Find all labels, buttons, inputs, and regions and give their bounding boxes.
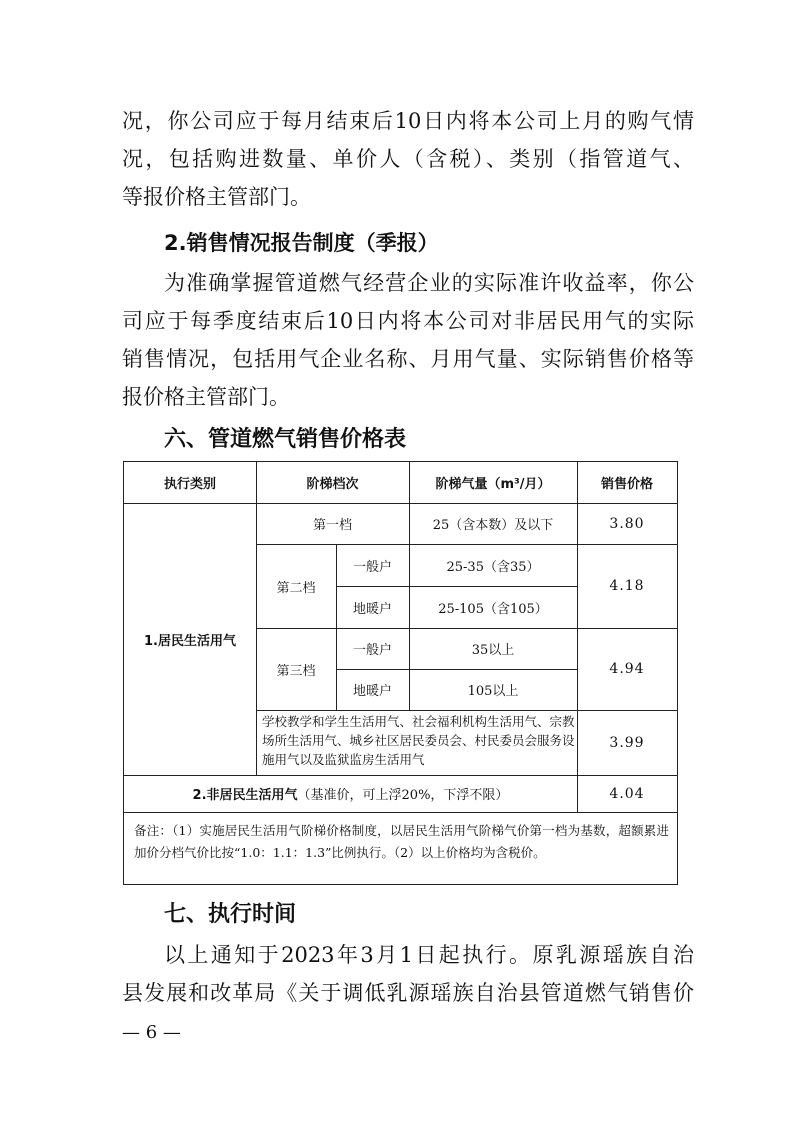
tier2-general-volume: 25-35（含35） [446,559,540,575]
nonresidential-price: 4.04 [609,785,645,802]
tier3-price: 4.94 [609,661,645,677]
text-line: 司应于每季度结束后10日内将本公司对非居民用气的实际 [122,309,694,333]
tier2-floor: 地暖户 [352,601,392,617]
heading-sales-report: 2.销售情况报告制度（季报） [164,231,439,255]
paragraph-sales-report [122,264,694,416]
tier1-price: 3.80 [609,515,645,532]
text-line: 等报价格主管部门。 [122,185,311,209]
category-residential: 1.居民生活用气 [144,633,236,649]
header-tier: 阶梯档次 [306,477,359,492]
special-price: 3.99 [609,734,645,751]
tier3-general: 一般户 [352,643,392,658]
text-line: 况，你公司应于每月结束后10日内将本公司上月的购气情 [122,109,694,133]
heading-effective-time: 七、执行时间 [164,902,297,927]
text-line: 以上通知于2023年3月1日起执行。原乳源瑶族自治 [164,943,694,967]
text-line: 县发展和改革局《关于调低乳源瑶族自治县管道燃气销售价 [122,981,694,1005]
tier2-label: 第二档 [276,580,316,596]
category-nonresidential [124,775,577,812]
header-price: 销售价格 [600,477,653,492]
special-users-text: 学校教学和学生生活用气、社会福利机构生活用气、宗教场所生活用气、城乡社区居民委员会、村民委员会服务设施用气以及监狱监房生活用气 [262,714,575,767]
tier3-general-volume: 35以上 [471,643,515,658]
tier2-general: 一般户 [352,559,392,575]
tier3-label: 第三档 [276,663,316,679]
heading-price-table: 六、管道燃气销售价格表 [164,427,407,452]
paragraph-effective-time [122,936,694,1012]
tier1-volume: 25（含本数）及以下 [432,518,554,533]
nonresidential-label: 2.非居民生活用气 [192,788,298,803]
gas-price-table [123,461,678,885]
tier3-floor: 地暖户 [352,684,392,699]
nonresidential-note: （基准价，可上浮20%，下浮不限） [297,788,509,803]
paragraph-purchase-report [122,102,694,216]
header-category: 执行类别 [163,477,216,492]
table-remark: 备注：（1）实施居民生活用气阶梯价格制度，以居民生活用气阶梯气价第一档为基数，超额累进加价分档气价比按“1.0：1.1：1.3”比例执行。（2）以上价格均为含税价。 [134,823,669,860]
tier3-floor-volume: 105以上 [467,684,519,699]
text-line: 销售情况，包括用气企业名称、月用气量、实际销售价格等 [122,347,694,371]
header-volume: 阶梯气量（m³/月） [435,477,551,492]
tier2-floor-volume: 25-105（含105） [438,601,548,617]
tier1-label: 第一档 [312,518,352,533]
text-line: 报价格主管部门。 [122,385,290,409]
text-line: 为准确掌握管道燃气经营企业的实际准许收益率，你公 [164,271,694,295]
page-number: — 6 — [122,1022,181,1043]
text-line: 况，包括购进数量、单价人（含税）、类别（指管道气、 [122,147,694,171]
tier2-price: 4.18 [609,578,645,594]
